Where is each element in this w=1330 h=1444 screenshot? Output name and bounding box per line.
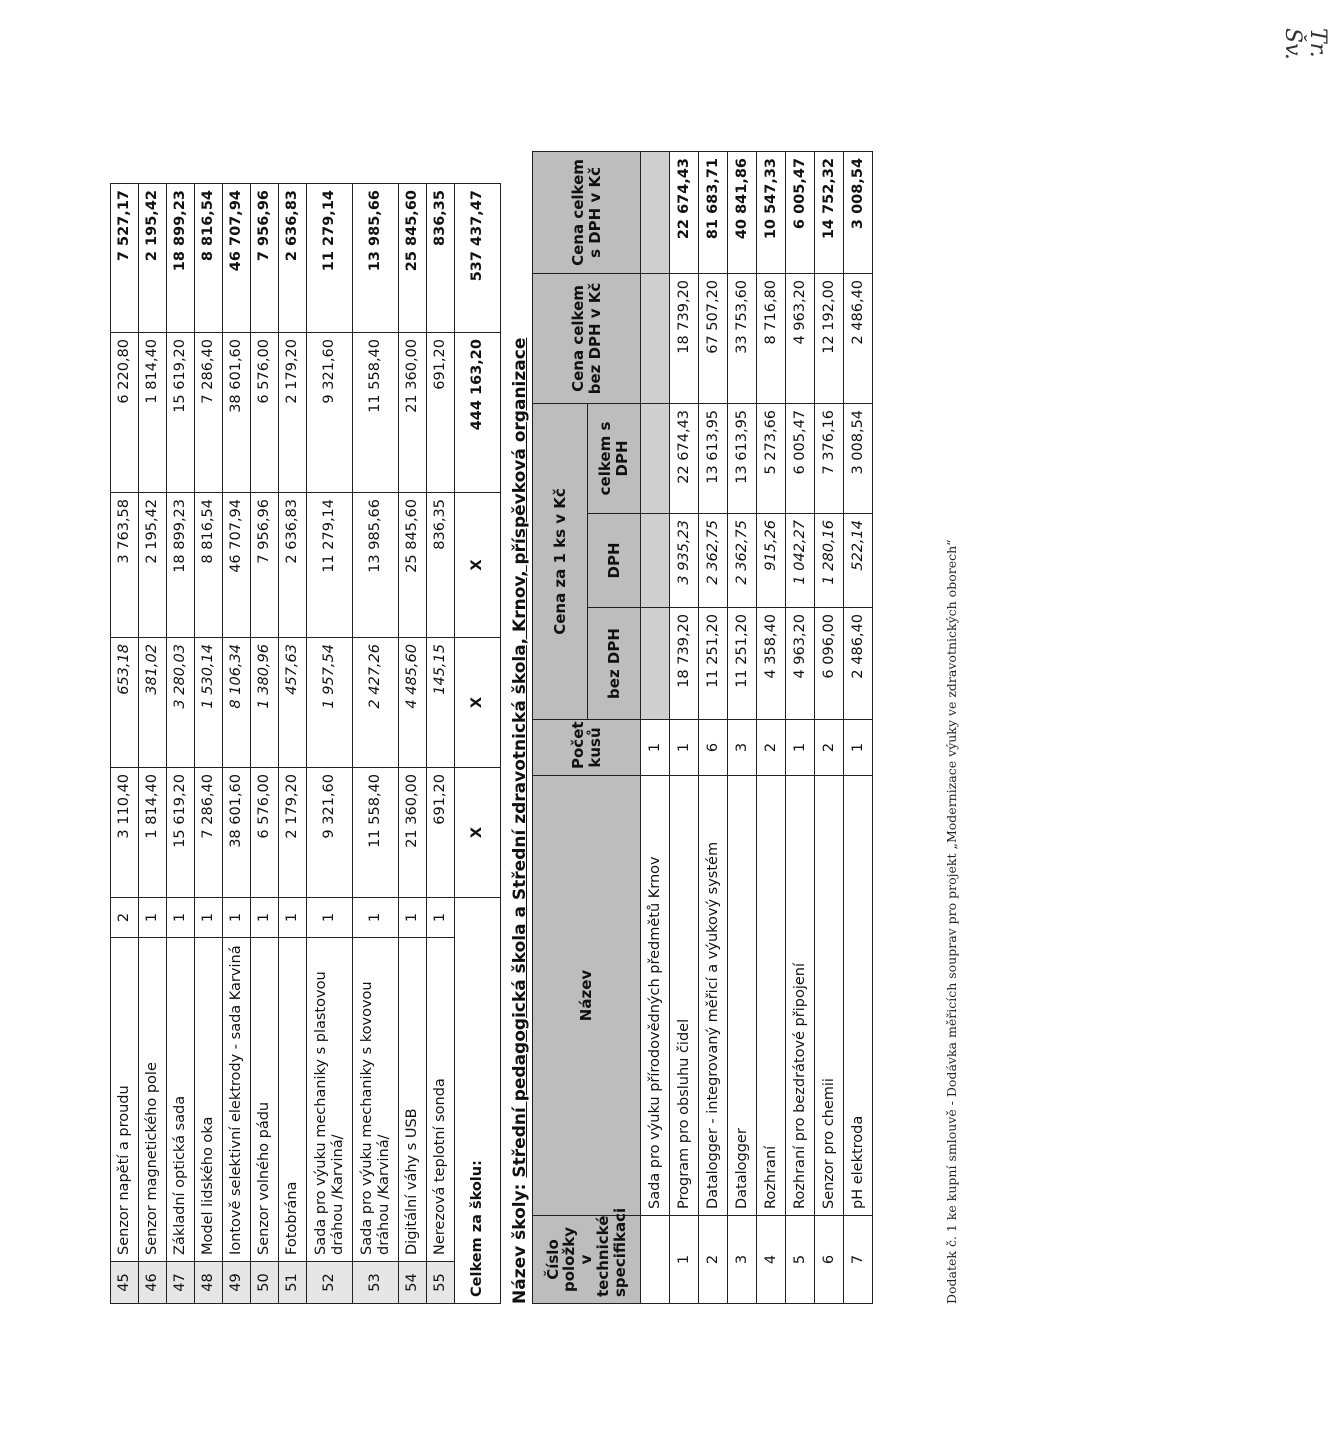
unit-price-without-vat: 15 619,20 xyxy=(167,768,195,898)
unit-price-with-vat: 8 816,54 xyxy=(195,493,223,638)
total-without-vat: 7 286,40 xyxy=(195,333,223,493)
unit-vat: 381,02 xyxy=(139,638,167,768)
table-row xyxy=(195,184,223,1304)
item-number: 51 xyxy=(279,1262,307,1304)
item-name: Senzor magnetického pole xyxy=(139,938,167,1262)
unit-price-with-vat: 18 899,23 xyxy=(167,493,195,638)
unit-price-with-vat: 5 273,66 xyxy=(757,403,786,513)
total-with-vat: 7 527,17 xyxy=(111,184,139,333)
item-number: 1 xyxy=(670,1216,699,1304)
total-without-vat: 21 360,00 xyxy=(399,333,427,493)
total-without-vat: 9 321,60 xyxy=(307,333,353,493)
unit-vat: 1 530,14 xyxy=(195,638,223,768)
total-with-vat: 14 752,32 xyxy=(815,151,844,273)
handwritten-initials: Tr. Šv. xyxy=(1280,28,1330,60)
item-quantity: 1 xyxy=(670,720,699,776)
total-with-vat: 8 816,54 xyxy=(195,184,223,333)
item-name: Sada pro výuku mechaniky s plastovou dráhou /Karviná/ xyxy=(307,938,353,1262)
table-row xyxy=(844,151,873,1303)
unit-price-with-vat: 3 008,54 xyxy=(844,403,873,513)
total-with-vat: 2 195,42 xyxy=(139,184,167,333)
table-row xyxy=(167,184,195,1304)
header-name: Název xyxy=(533,776,641,1216)
school-items-table xyxy=(532,151,873,1304)
unit-price-with-vat: 7 376,16 xyxy=(815,403,844,513)
unit-price-with-vat: 6 005,47 xyxy=(786,403,815,513)
item-quantity: 1 xyxy=(427,898,455,938)
item-name: Rozhraní pro bezdrátové připojení xyxy=(786,776,815,1216)
set-quantity: 1 xyxy=(641,720,670,776)
item-number: 46 xyxy=(139,1262,167,1304)
table-row xyxy=(699,151,728,1303)
item-name: Datalogger - integrovaný měřicí a výukový systém xyxy=(699,776,728,1216)
item-quantity: 1 xyxy=(139,898,167,938)
table-row xyxy=(427,184,455,1304)
unit-vat: 2 362,75 xyxy=(728,514,757,608)
unit-price-with-vat: 836,35 xyxy=(427,493,455,638)
header-item-number: Číslo položky v technické specifikaci xyxy=(533,1216,641,1304)
item-number: 7 xyxy=(844,1216,873,1304)
total-without-vat: 6 576,00 xyxy=(251,333,279,493)
item-quantity: 1 xyxy=(399,898,427,938)
item-quantity: 2 xyxy=(757,720,786,776)
item-quantity: 2 xyxy=(815,720,844,776)
unit-vat: 522,14 xyxy=(844,514,873,608)
item-number: 45 xyxy=(111,1262,139,1304)
header-total-without-vat: Cena celkem bez DPH v Kč xyxy=(533,273,641,403)
item-quantity: 1 xyxy=(279,898,307,938)
total-without-vat: 2 486,40 xyxy=(844,273,873,403)
item-quantity: 6 xyxy=(699,720,728,776)
item-name: Iontově selektivní elektrody - sada Karviná xyxy=(223,938,251,1262)
unit-vat: 653,18 xyxy=(111,638,139,768)
unit-price-without-vat: 11 251,20 xyxy=(699,608,728,720)
item-name: Rozhraní xyxy=(757,776,786,1216)
total-with-vat: 81 683,71 xyxy=(699,151,728,273)
header-vat: DPH xyxy=(588,514,641,608)
total-with-vat: 6 005,47 xyxy=(786,151,815,273)
footer-note: Dodatek č. 1 ke kupní smlouvě - Dodávka měřicích souprav pro projekt „Modernizace výuky ve zdravotnických oborech“ xyxy=(944,539,959,1304)
unit-price-without-vat: 21 360,00 xyxy=(399,768,427,898)
table-row xyxy=(399,184,427,1304)
total-label: Celkem za školu: xyxy=(455,898,501,1304)
item-name: Senzor volného pádu xyxy=(251,938,279,1262)
unit-vat: 8 106,34 xyxy=(223,638,251,768)
total-with-vat: 11 279,14 xyxy=(307,184,353,333)
unit-vat: 2 427,26 xyxy=(353,638,399,768)
item-quantity: 1 xyxy=(786,720,815,776)
unit-vat: 4 485,60 xyxy=(399,638,427,768)
unit-price-without-vat: 9 321,60 xyxy=(307,768,353,898)
item-number: 47 xyxy=(167,1262,195,1304)
total-without-vat: 1 814,40 xyxy=(139,333,167,493)
unit-price-without-vat: 2 486,40 xyxy=(844,608,873,720)
item-number: 5 xyxy=(786,1216,815,1304)
unit-price-without-vat: 6 576,00 xyxy=(251,768,279,898)
total-with-vat: 2 636,83 xyxy=(279,184,307,333)
table-row xyxy=(757,151,786,1303)
table-row xyxy=(223,184,251,1304)
total-without-vat: 15 619,20 xyxy=(167,333,195,493)
total-c3: X xyxy=(455,493,501,638)
total-c2: X xyxy=(455,638,501,768)
empty-cell xyxy=(641,1216,670,1304)
header-with-vat: celkem s DPH xyxy=(588,403,641,513)
unit-price-without-vat: 691,20 xyxy=(427,768,455,898)
unit-price-without-vat: 3 110,40 xyxy=(111,768,139,898)
unit-vat: 145,15 xyxy=(427,638,455,768)
unit-vat: 915,26 xyxy=(757,514,786,608)
total-with-vat: 836,35 xyxy=(427,184,455,333)
table-row xyxy=(307,184,353,1304)
school-label: Název školy: xyxy=(510,1183,530,1304)
unit-vat: 1 042,27 xyxy=(786,514,815,608)
total-row xyxy=(455,184,501,1304)
total-c1: X xyxy=(455,768,501,898)
item-name: Model lidského oka xyxy=(195,938,223,1262)
set-name: Sada pro výuku přírodovědných předmětů Krnov xyxy=(641,776,670,1216)
item-number: 53 xyxy=(353,1262,399,1304)
unit-price-with-vat: 13 613,95 xyxy=(699,403,728,513)
school-name-line xyxy=(510,338,530,1304)
empty-cell xyxy=(641,608,670,720)
unit-vat: 3 280,03 xyxy=(167,638,195,768)
item-name: Základní optická sada xyxy=(167,938,195,1262)
empty-cell xyxy=(641,151,670,273)
table-row xyxy=(279,184,307,1304)
item-quantity: 1 xyxy=(353,898,399,938)
item-name: Senzor napětí a proudu xyxy=(111,938,139,1262)
unit-price-with-vat: 25 845,60 xyxy=(399,493,427,638)
unit-price-without-vat: 11 251,20 xyxy=(728,608,757,720)
total-with-vat: 25 845,60 xyxy=(399,184,427,333)
unit-price-with-vat: 3 763,58 xyxy=(111,493,139,638)
item-number: 4 xyxy=(757,1216,786,1304)
item-number: 52 xyxy=(307,1262,353,1304)
total-without-vat: 4 963,20 xyxy=(786,273,815,403)
item-name: Program pro obsluhu čidel xyxy=(670,776,699,1216)
unit-price-with-vat: 22 674,43 xyxy=(670,403,699,513)
total-with-vat: 40 841,86 xyxy=(728,151,757,273)
total-with-vat: 7 956,96 xyxy=(251,184,279,333)
unit-price-with-vat: 11 279,14 xyxy=(307,493,353,638)
item-quantity: 3 xyxy=(728,720,757,776)
unit-price-without-vat: 2 179,20 xyxy=(279,768,307,898)
unit-price-without-vat: 6 096,00 xyxy=(815,608,844,720)
total-with-vat: 13 985,66 xyxy=(353,184,399,333)
table-row xyxy=(815,151,844,1303)
item-number: 55 xyxy=(427,1262,455,1304)
unit-price-with-vat: 2 636,83 xyxy=(279,493,307,638)
unit-price-without-vat: 7 286,40 xyxy=(195,768,223,898)
unit-price-without-vat: 1 814,40 xyxy=(139,768,167,898)
total-with-vat: 3 008,54 xyxy=(844,151,873,273)
unit-price-without-vat: 18 739,20 xyxy=(670,608,699,720)
unit-vat: 2 362,75 xyxy=(699,514,728,608)
items-table-continued xyxy=(110,183,501,1304)
table-row xyxy=(670,151,699,1303)
total-without-vat: 6 220,80 xyxy=(111,333,139,493)
item-number: 6 xyxy=(815,1216,844,1304)
total-without-vat: 38 601,60 xyxy=(223,333,251,493)
grand-total-without-vat: 444 163,20 xyxy=(455,333,501,493)
item-name: Fotobrána xyxy=(279,938,307,1262)
total-without-vat: 2 179,20 xyxy=(279,333,307,493)
unit-price-with-vat: 2 195,42 xyxy=(139,493,167,638)
header-without-vat: bez DPH xyxy=(588,608,641,720)
total-without-vat: 11 558,40 xyxy=(353,333,399,493)
item-name: Datalogger xyxy=(728,776,757,1216)
empty-cell xyxy=(641,514,670,608)
unit-price-with-vat: 13 613,95 xyxy=(728,403,757,513)
grand-total-with-vat: 537 437,47 xyxy=(455,184,501,333)
unit-price-without-vat: 4 963,20 xyxy=(786,608,815,720)
total-without-vat: 8 716,80 xyxy=(757,273,786,403)
total-without-vat: 33 753,60 xyxy=(728,273,757,403)
total-without-vat: 67 507,20 xyxy=(699,273,728,403)
item-number: 54 xyxy=(399,1262,427,1304)
unit-vat: 457,63 xyxy=(279,638,307,768)
unit-price-without-vat: 38 601,60 xyxy=(223,768,251,898)
total-with-vat: 46 707,94 xyxy=(223,184,251,333)
item-quantity: 1 xyxy=(167,898,195,938)
table-row xyxy=(728,151,757,1303)
item-quantity: 1 xyxy=(223,898,251,938)
total-without-vat: 18 739,20 xyxy=(670,273,699,403)
unit-price-without-vat: 4 358,40 xyxy=(757,608,786,720)
unit-price-with-vat: 46 707,94 xyxy=(223,493,251,638)
item-quantity: 2 xyxy=(111,898,139,938)
header-total-with-vat: Cena celkem s DPH v Kč xyxy=(533,151,641,273)
item-name: Sada pro výuku mechaniky s kovovou dráhou /Karviná/ xyxy=(353,938,399,1262)
school-name: Střední pedagogická škola a Střední zdravotnická škola, Krnov, příspěvková organizace xyxy=(510,337,530,1178)
unit-vat: 1 380,96 xyxy=(251,638,279,768)
header-quantity: Počet kusů xyxy=(533,720,641,776)
set-row xyxy=(641,151,670,1303)
item-quantity: 1 xyxy=(251,898,279,938)
unit-vat: 1 280,16 xyxy=(815,514,844,608)
item-number: 48 xyxy=(195,1262,223,1304)
table-row xyxy=(251,184,279,1304)
total-with-vat: 22 674,43 xyxy=(670,151,699,273)
total-without-vat: 12 192,00 xyxy=(815,273,844,403)
unit-price-with-vat: 13 985,66 xyxy=(353,493,399,638)
unit-vat: 1 957,54 xyxy=(307,638,353,768)
total-with-vat: 10 547,33 xyxy=(757,151,786,273)
item-quantity: 1 xyxy=(307,898,353,938)
header-unit-price: Cena za 1 ks v Kč xyxy=(533,403,588,719)
item-name: Digitální váhy s USB xyxy=(399,938,427,1262)
table-row xyxy=(786,151,815,1303)
item-name: Senzor pro chemii xyxy=(815,776,844,1216)
item-name: Nerezová teplotní sonda xyxy=(427,938,455,1262)
unit-vat: 3 935,23 xyxy=(670,514,699,608)
unit-price-with-vat: 7 956,96 xyxy=(251,493,279,638)
unit-price-without-vat: 11 558,40 xyxy=(353,768,399,898)
total-without-vat: 691,20 xyxy=(427,333,455,493)
item-quantity: 1 xyxy=(195,898,223,938)
item-name: pH elektroda xyxy=(844,776,873,1216)
table-row xyxy=(353,184,399,1304)
table-row xyxy=(139,184,167,1304)
item-number: 49 xyxy=(223,1262,251,1304)
empty-cell xyxy=(641,273,670,403)
item-number: 2 xyxy=(699,1216,728,1304)
table-row xyxy=(111,184,139,1304)
item-number: 3 xyxy=(728,1216,757,1304)
item-number: 50 xyxy=(251,1262,279,1304)
empty-cell xyxy=(641,403,670,513)
total-with-vat: 18 899,23 xyxy=(167,184,195,333)
item-quantity: 1 xyxy=(844,720,873,776)
